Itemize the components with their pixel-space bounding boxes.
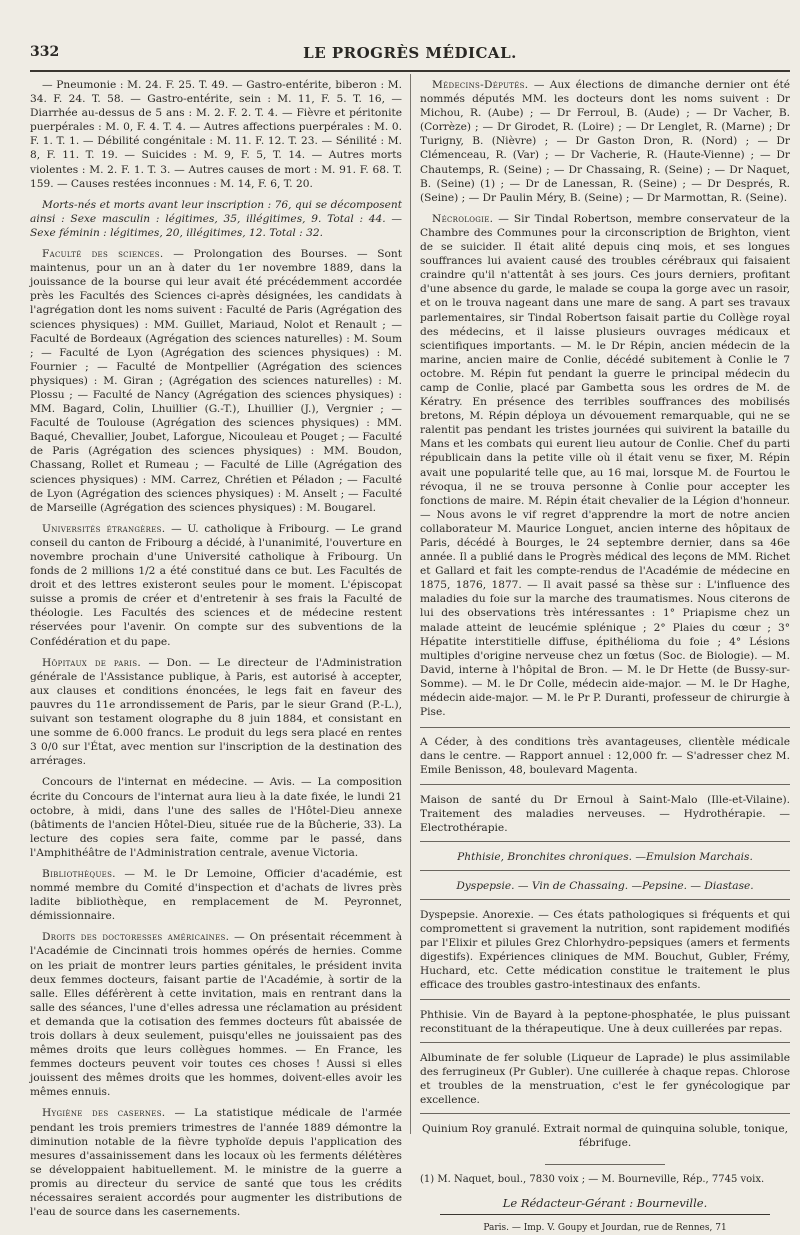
paragraph-body: — On présentait récemment à l'Académie de Cincinnati trois hommes opérés de hernies. Comme on les priait de montrer leurs parties génitales, le président invita deux femmes docteurs, faisant partie de l'Académie, à sortir de la salle. Elles déférèrent à cette invitation, mais en rentrant dans la salle des séances, l'une d'elles adressa une réclamation au président et demanda que la cotisation des femmes docteurs fût abaissée de trois dollars à deux seulement, puisqu'elles ne jouissaient pas des mêmes droits que leurs collègues hommes. — En France, les femmes docteurs peuvent voir toutes ces choses ! Aussi si elles jouissent des mêmes droits que les hommes, doivent-elles avoir les mêmes ennuis. [30,931,403,1099]
mortality-statistics: — Pneumonie : M. 24. F. 25. T. 49. — Gastro-entérite, biberon : M. 34. F. 24. T. 58. — Gastro-entérite, sein : M. 11, F. 5. T. 16, — Diarrhée au-dessus de 5 ans : M. 2. F. 2. T. 4. — Fièvre et péritonite puerpérales : M. 0, F. 4. T. 4. — Autres affections puerpérales : M. 0. F. 1. T. 1. — Débilité congénitale : M. 11. F. 12. T. 23. — Sénilité : M. 8, F. 11. T. 19. — Suicides : M. 9, F. 5, T. 14. — Autres morts violentes : M. 2. F. 1. T. 3. — Autres causes de mort : M. 91. F. 68. T. 159. — Causes restées inconnues : M. 14, F. 6, T. 20. [30,79,402,190]
footnote: (1) M. Naquet, boul., 7830 voix ; — M. Bourneville, Rép., 7745 voix. [420,1174,765,1186]
paragraph-body: — M. le Dr Lemoine, Officier d'académie, est nommé membre du Comité d'inspection et d'achats de livres près ladite bibliothèque, en remplacement de M. Peyronnet, démissionnaire. [30,867,402,923]
bibliotheques-paragraph [30,867,402,923]
advert-quinium-roy: Quinium Roy granulé. Extrait normal de quinquina soluble, tonique, fébrifuge. [421,1123,788,1150]
editor-signature: Le Rédacteur-Gérant : Bourneville. [502,1196,708,1211]
page-number: 332 [30,44,60,60]
section-heading: Nécrologie. [432,212,494,225]
advert-emulsion-marchais: Phthisie, Bronchites chroniques. —Emulsion Marchais. [420,850,790,871]
page-header [30,44,790,68]
stillbirths-paragraph: Morts-nés et morts avant leur inscription : 76, qui se décomposent ainsi : Sexe masculin : légitimes, 35, illégitimes, 9. Total : 44. — Sexe féminin : légitimes, 20, illégitimes, 12. Total : 32. [30,198,402,239]
necrologie-paragraph [420,212,790,728]
hopitaux-paragraph [30,656,402,769]
universites-paragraph [30,522,402,649]
concours-internat-paragraph: Concours de l'internat en médecine. — Avis. — La composition écrite du Concours de l'internat aura lieu à la date fixée, le lundi 21 octobre, à midi, dans l'une des salles de l'Hôtel-Dieu annexe (bâtiments de l'ancien Hôtel-Dieu, située rue de la Bûcherie, 33). La lecture des copies sera faite, comme par le passé, dans l'Amphithéâtre de l'Administration centrale, avenue Victoria. [30,776,402,859]
paragraph-body: — Sir Tindal Robertson, membre conservateur de la Chambre des Communes pour la circonscription de Brighton, vient de se suicider. Il était alité depuis cinq mois, et ses longues souffrances lui avaient causé des troubles cérébraux qui faisaient craindre qu'il n'attentât à ses jours. Ces jours derniers, profitant d'une absence du garde, le malade se coupa la gorge avec un rasoir, et on le trouva nageant dans une mare de sang. A part ses travaux parlementaires, sir Tindal Robertson faisait partie du Collège royal des médecins, et il laisse plusieurs ouvrages médicaux et scientifiques importants. — M. le Dr Répin, ancien médecin de la marine, ancien maire de Conlie, décédé subitement à Conlie le 7 octobre. M. Répin fut pendant la guerre le principal médecin du camp de Conlie, placé par Gambetta sous les ordres de M. de Kératry. En présence des terribles souffrances des mobilisés bretons, M. Répin déploya un dévouement remarquable, qui ne se ralentit pas pendant les tristes journées qui suivirent la bataille du Mans et les combats qui eurent lieu autour de Conlie. Chef du parti républicain dans la petite ville où il était venu se fixer, M. Répin avait une popularité telle que, au 16 mai, lorsque M. de Fourtou le révoqua, il ne se trouva personne à Conlie pour accepter les fonctions de maire. M. Répin était chevalier de la Légion d'honneur. — Nous avons le vif regret d'apprendre la mort de notre ancien collaborateur M. Maurice Longuet, ancien interne des hôpitaux de Paris, décédé à Bourges, le 24 septembre dernier, dans sa 46e année. Il a publié dans le Progrès médical des leçons de MM. Richet et Gallard et fait les compte-rendus de l'Académie de médecine en 1875, 1876, 1877. — Il avait passé sa thèse sur : L'influence des maladies du foie sur la marche des traumatismes. Nous citerons de lui des observations très intéressantes : 1° Priapisme chez un malade atteint de leucémie splénique ; 2° Plaies du cœur ; 3° Hépatite interstitielle diffuse, épithélioma du foie ; 4° Lésions multiples d'origine nerveuse chez un fœtus (Soc. de Biologie). — M. David, interne à l'hôpital de Bron. — M. le Dr Hette (de Bussy-sur-Somme). — M. le Dr Colle, médecin aide-major. — M. le Dr Haghe, médecin aide-major. — M. le Pr P. Duranti, professeur de chirurgie à Pise. [420,212,790,719]
faculte-sciences-paragraph [30,247,402,515]
advert-elixir-grez: Dyspepsie. Anorexie. — Ces états pathologiques si fréquents et qui compromettent si gravement la nutrition, sont rapidement modifiés par l'Elixir et pilules Grez Chlorhydro-pepsiques (amers et ferments digestifs). Expériences cliniques de MM. Bouchut, Gubler, Frémy, Huchard, etc. Cette médication constitue le traitement le plus efficace des troubles gastro-intestinaux des enfants. [420,908,790,1000]
header-rule [30,70,790,72]
doctoresses-paragraph [30,930,402,1099]
advert-clientele: A Céder, à des conditions très avantageuses, clientèle médicale dans le centre. — Rapport annuel : 12,000 fr. — S'adresser chez M. Emile Benisson, 48, boulevard Magenta. [420,735,790,784]
signature-rule [440,1214,770,1215]
section-heading: Bibliothèques. [42,867,116,880]
advert-vin-bayard: Phthisie. Vin de Bayard à la peptone-phosphatée, le plus puissant reconstituant de la thérapeutique. Une à deux cuillerées par repas. [420,1008,790,1043]
column-divider [410,74,411,1134]
section-heading: Hôpitaux de paris. [42,656,142,669]
paragraph-body: — La statistique médicale de l'armée pendant les trois premiers trimestres de l'année 1889 démontre la diminution notable de la fièvre typhoïde depuis l'application des mesures d'assainissement dans les locaux où les ferments délétères se développaient habituellement. M. le ministre de la guerre a promis au directeur du service de santé que tous les crédits nécessaires seraient accordés pour augmenter les distributions de l'eau de source dans les casernements. [30,1107,403,1219]
running-title: LE PROGRÈS MÉDICAL. [303,44,517,62]
right-column [420,78,790,1235]
paragraph-body: — Aux élections de dimanche dernier ont été nommés députés MM. les docteurs dont les noms suivent : Dr Michou, R. (Aube) ; — Dr Ferroul, B. (Aude) ; — Dr Vacher, B. (Corrèze) ; — Dr Girodet, R. (Loire) ; — Dr Lenglet, R. (Marne) ; Dr Turigny, B. (Nièvre) ; — Dr Gaston Dron, R. (Nord) ; — Dr Clémenceau, R. (Var) ; — Dr Vacherie, R. (Haute-Vienne) ; — Dr Chautemps, R. (Seine) ; — Dr Chassaing, R. (Seine) ; — Dr Naquet, B. (Seine) (1) ; — Dr de Lanessan, R. (Seine) ; — Dr Després, R. (Seine) ; — Dr Paulin Méry, B. (Seine) ; — Dr Marmottan, R. (Seine). [420,79,790,204]
section-heading: Médecins-Députés. [432,79,529,91]
section-heading: Universités étrangères. [42,522,166,535]
advert-liqueur-laprade: Albuminate de fer soluble (Liqueur de Laprade) le plus assimilable des ferrugineux (Pr Gubler). Une cuillerée à chaque repas. Chlorose et troubles de la menstruation, c'est le fer gynécologique par excellence. [420,1051,790,1114]
left-column [30,78,402,1226]
paragraph-body: — Prolongation des Bourses. — Sont maintenus, pour un an à dater du 1er novembre 1889, dans la jouissance de la bourse qui leur avait été précédemment accordée près les Facultés des Sciences ci-après désignées, les candidats à l'agrégation dont les noms suivent : Faculté de Paris (Agrégation des sciences physiques) : MM. Guillet, Mariaud, Nolot et Renault ; — Faculté de Bordeaux (Agrégation des sciences naturelles) : M. Soum ; — Faculté de Lyon (Agrégation des sciences physiques) : M. Fournier ; — Faculté de Montpellier (Agrégation des sciences physiques) : M. Giran ; (Agrégation des sciences naturelles) : M. Plossu ; — Faculté de Nancy (Agrégation des sciences physiques) : MM. Bagard, Colin, Lhuillier (G.-T.), Lhuillier (J.), Vergnier ; — Faculté de Toulouse (Agrégation des sciences physiques) : MM. Baqué, Chevallier, Joubet, Laforgue, Nicouleau et Pouget ; — Faculté de Paris (Agrégation des sciences physiques) : MM. Boudon, Chassang, Rollet et Rumeau ; — Faculté de Lille (Agrégation des sciences physiques) : MM. Carrez, Chrétien et Péladon ; — Faculté de Lyon (Agrégation des sciences physiques) : M. Anselt ; — Faculté de Marseille (Agrégation des sciences physiques) : M. Bougarel. [30,248,402,514]
printer-imprint: Paris. — Imp. V. Goupy et Jourdan, rue de Rennes, 71 [483,1223,727,1234]
hygiene-casernes-paragraph [30,1106,402,1219]
footnote-rule [545,1164,665,1165]
advert-maison-sante: Maison de santé du Dr Ernoul à Saint-Malo (Ille-et-Vilaine). Traitement des maladies nerveuses. — Hydrothérapie. — Electrothérapie. [420,793,790,842]
paragraph-body: — Don. — Le directeur de l'Administration générale de l'Assistance publique, à Paris, est autorisé à accepter, aux clauses et conditions énoncées, le legs fait en faveur des pauvres du 11e arrondissement de Paris, par le sieur Grand (P.-L.), suivant son testament olographe du 8 juin 1884, et consistant en une somme de 6.000 francs. Le produit du legs sera placé en rentes 3 0/0 sur l'État, avec mention sur l'inscription de la destination des arrérages. [30,656,403,768]
paragraph-body: — U. catholique à Fribourg. — Le grand conseil du canton de Fribourg a décidé, à l'unanimité, l'ouverture en novembre prochain d'une Université catholique à Fribourg. Un fonds de 2 millions 1/2 a été constitué dans ce but. Les Facultés de droit et des lettres existeront seules pour le moment. L'épiscopat suisse a promis de créer et d'entretenir à ses frais la Faculté de théologie. Les Facultés des sciences et de médecine restent réservées pour l'avenir. On compte sur des subventions de la Confédération et du pape. [30,522,402,648]
advert-vin-chassaing: Dyspepsie. — Vin de Chassaing. —Pepsine. — Diastase. [420,879,790,900]
section-heading: Faculté des sciences. [42,248,164,261]
section-heading: Hygiène des casernes. [42,1107,166,1120]
section-heading: Droits des doctoresses américaines. [42,931,230,944]
medecins-deputes-paragraph [420,78,790,205]
